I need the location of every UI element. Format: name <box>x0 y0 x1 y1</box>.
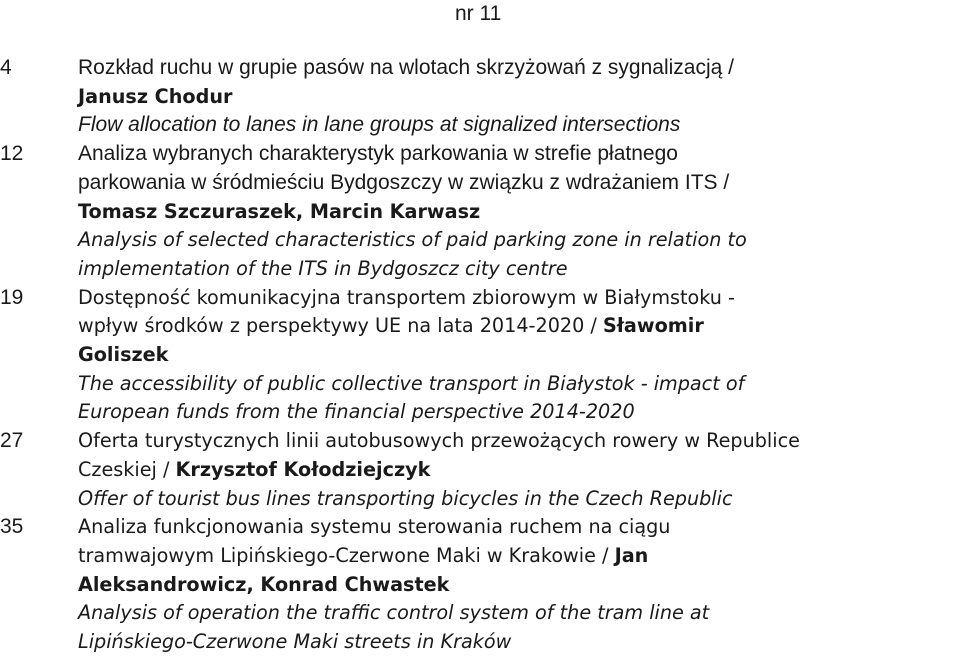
polish-title: Analiza funkcjonowania systemu sterowania ruchem na ciągu <box>78 515 671 539</box>
author: Goliszek <box>78 343 169 367</box>
polish-title: parkowania w śródmieściu Bydgoszczy w związku z wdrażaniem ITS / <box>78 170 730 194</box>
author: Krzysztof Kołodziejczyk <box>175 457 431 481</box>
english-title: Flow allocation to lanes in lane groups at signalized intersections <box>78 113 681 137</box>
toc-entry <box>0 54 960 140</box>
page-number: 27 <box>0 429 24 453</box>
page-number: 12 <box>0 142 24 166</box>
author: Aleksandrowicz, Konrad Chwastek <box>78 572 450 596</box>
english-title: Lipińskiego-Czerwone Maki streets in Kraków <box>78 630 512 654</box>
english-title: The accessibility of public collective transport in Białystok - impact of <box>78 371 745 395</box>
author: Jan <box>614 543 649 567</box>
author: Tomasz Szczuraszek, Marcin Karwasz <box>78 199 481 223</box>
toc-entry <box>0 140 960 284</box>
english-title: Offer of tourist bus lines transporting bicycles in the Czech Republic <box>78 486 733 510</box>
polish-title: Rozkład ruchu w grupie pasów na wlotach skrzyżowań z sygnalizacją / <box>78 56 734 79</box>
english-title: Analysis of operation the traffic control system of the tram line at <box>78 601 710 625</box>
polish-title-line <box>78 456 960 485</box>
toc-entry <box>0 427 960 513</box>
page-number: 4 <box>0 56 12 79</box>
polish-title-line <box>78 312 960 341</box>
issue-number: nr 11 <box>455 2 502 25</box>
author: Janusz Chodur <box>78 84 233 108</box>
polish-title: Czeskiej / <box>78 457 176 481</box>
toc-entry <box>0 284 960 428</box>
english-title: European funds from the financial perspective 2014-2020 <box>78 400 635 424</box>
english-title: Analysis of selected characteristics of paid parking zone in relation to <box>78 228 747 252</box>
polish-title: Analiza wybranych charakterystyk parkowania w strefie płatnego <box>78 142 678 166</box>
page-number: 19 <box>0 285 24 309</box>
table-of-contents <box>0 54 960 657</box>
polish-title: wpływ środków z perspektywy UE na lata 2014-2020 / <box>78 314 603 338</box>
toc-entry <box>0 513 960 657</box>
polish-title: Oferta turystycznych linii autobusowych przewożących rowery w Republice <box>78 429 800 453</box>
polish-title-line <box>78 542 960 571</box>
english-title: implementation of the ITS in Bydgoszcz city centre <box>78 256 568 280</box>
polish-title: Dostępność komunikacyjna transportem zbiorowym w Białymstoku - <box>78 285 735 309</box>
page-number: 35 <box>0 515 24 539</box>
author: Sławomir <box>602 314 704 338</box>
polish-title: tramwajowym Lipińskiego-Czerwone Maki w Krakowie / <box>78 543 615 567</box>
